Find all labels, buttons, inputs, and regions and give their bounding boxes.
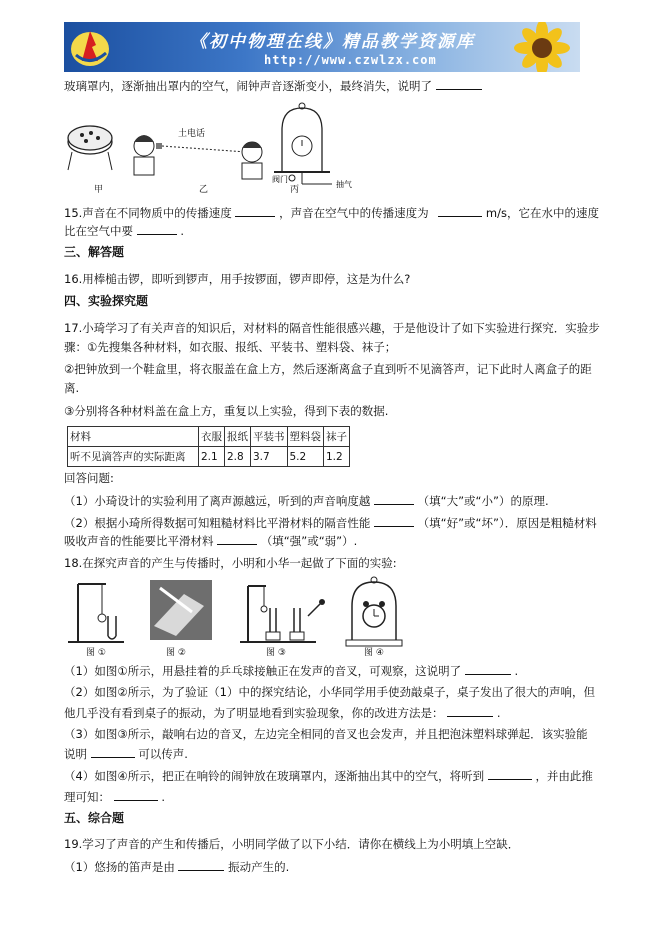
q17-blank-3[interactable] [217, 532, 257, 545]
bell-jar-icon [274, 103, 332, 184]
q16-text: 16.用棒槌击锣，即听到锣声，用手按锣面，锣声即停，这是为什么? [64, 272, 411, 286]
q17-blank-2[interactable] [374, 514, 414, 527]
table-cell: 2.8 [225, 447, 251, 467]
q14-figure [64, 100, 384, 194]
table-cell: 1.2 [324, 447, 350, 467]
section-3-heading: 三、解答题 [64, 245, 125, 259]
q17-blank-1[interactable] [374, 492, 414, 505]
table-cell: 2.1 [199, 447, 225, 467]
q19-intro: 19.学习了声音的产生和传播后，小明同学做了以下小结．请你在横线上为小明填上空缺． [64, 837, 520, 851]
q18-figures [64, 576, 404, 656]
banner-url[interactable]: http://www.czwlzx.com [264, 53, 437, 67]
table-cell: 平装书 [251, 427, 288, 447]
table-row [68, 447, 350, 467]
q19-sub-1: （1）悠扬的笛声是由 振动产生的. [64, 860, 290, 874]
fig-caption-2: 图 ② [166, 648, 186, 658]
q15-line-1: 15.声音在不同物质中的传播速度 ，声音在空气中的传播速度为 m/s，它在水中的速度 [64, 206, 599, 220]
fig-caption-b: 乙 [199, 185, 209, 195]
table-cell: 衣服 [199, 427, 225, 447]
q15-line-2: 比在空气中要 . [64, 224, 184, 238]
fig2-photo-icon [150, 580, 212, 640]
q18-blank-2[interactable] [447, 704, 493, 717]
q15-blank-3[interactable] [137, 222, 177, 235]
drum-icon [68, 126, 112, 170]
header-banner [64, 22, 580, 72]
q18-sub-1: （1）如图①所示，用悬挂着的乒乓球接触正在发声的音叉，可观察，这说明了 . [64, 664, 519, 678]
q15-blank-2[interactable] [438, 204, 482, 217]
q15-blank-1[interactable] [235, 204, 275, 217]
table-header-row [68, 427, 350, 447]
banner-title: 《初中物理在线》精品教学资源库 [190, 32, 475, 52]
fig4-bell-jar-icon [346, 577, 402, 646]
fig-caption-1: 图 ① [86, 648, 106, 658]
q17-answer-label: 回答问题: [64, 471, 114, 485]
q18-sub-4: （4）如图④所示，把正在响铃的闹钟放在玻璃罩内，逐渐抽出其中的空气，将听到 ，并由此推 [64, 769, 593, 783]
string-phone-icon [134, 135, 262, 179]
q17-sub-1: （1）小琦设计的实验利用了离声源越远，听到的声音响度越 （填“大”或“小”）的原理. [64, 494, 549, 508]
q18-blank-3[interactable] [91, 745, 135, 758]
table-cell: 5.2 [287, 447, 324, 467]
q17-intro-1: 17.小琦学习了有关声音的知识后，对材料的隔音性能很感兴趣，于是他设计了如下实验进行探究．实验步 [64, 321, 600, 335]
q14-tail-line [64, 77, 482, 94]
sunflower-icon [510, 22, 574, 72]
site-logo [68, 25, 112, 69]
table-cell: 袜子 [324, 427, 350, 447]
q18-sub-2-cont: 他几乎没有看到桌子的振动，为了明显地看到实验现象，你的改进方法是： . [64, 706, 501, 720]
q18-sub-3-cont: 说明 可以传声. [64, 747, 188, 761]
section-5-heading: 五、综合题 [64, 811, 125, 825]
label-valve: 阀门 [272, 175, 288, 184]
q17-table [67, 426, 350, 467]
fig-caption-4: 图 ④ [364, 648, 384, 658]
q18-blank-1[interactable] [465, 662, 511, 675]
q17-step-2a: ②把钟放到一个鞋盒里，将衣服盖在盒上方，然后逐渐离盒子直到听不见滴答声，记下此时人离盒子的距 [64, 362, 592, 376]
q17-sub-2: （2）根据小琦所得数据可知粗糙材料比平滑材料的隔音性能 （填“好”或“坏”）．原因是粗糙材料 [64, 516, 597, 530]
q18-blank-4[interactable] [488, 767, 532, 780]
fig-caption-a: 甲 [94, 185, 104, 195]
table-cell: 听不见滴答声的实际距离 [68, 447, 199, 467]
table-cell: 3.7 [251, 447, 288, 467]
section-4-heading: 四、实验探究题 [64, 294, 149, 308]
q19-blank-1[interactable] [178, 858, 224, 871]
q18-sub-4-cont: 理可知： . [64, 790, 165, 804]
table-cell: 报纸 [225, 427, 251, 447]
table-cell: 塑料袋 [287, 427, 324, 447]
q17-step-2b: 离. [64, 381, 80, 395]
fig-caption-3: 图 ③ [266, 648, 286, 658]
q18-intro: 18.在探究声音的产生与传播时，小明和小华一起做了下面的实验: [64, 556, 397, 570]
q14-answer-blank[interactable] [436, 77, 482, 90]
table-cell: 材料 [68, 427, 199, 447]
label-phone: 土电话 [178, 129, 206, 139]
fig1-stand-icon [68, 584, 124, 642]
q17-intro-2: 骤：①先搜集各种材料，如衣服、报纸、平装书、塑料袋、袜子； [64, 340, 397, 354]
label-pump: 抽气 [336, 180, 352, 189]
q18-blank-5[interactable] [114, 788, 158, 801]
q18-sub-3: （3）如图③所示，敲响右边的音叉，左边完全相同的音叉也会发声，并且把泡沫塑料球弹起．该实验能 [64, 727, 588, 741]
fig3-tuning-forks-icon [240, 586, 325, 642]
q17-sub-2-cont: 吸收声音的性能要比平滑材料 （填“强”或“弱”）. [64, 534, 358, 548]
q14-tail-text: 玻璃罩内，逐渐抽出罩内的空气，闹钟声音逐渐变小，最终消失，说明了 [64, 79, 432, 93]
q18-sub-2: （2）如图②所示，为了验证（1）中的探究结论，小华同学用手使劲敲桌子，桌子发出了很大的声响，但 [64, 685, 595, 699]
q17-step-3: ③分别将各种材料盖在盒上方，重复以上实验，得到下表的数据. [64, 404, 389, 418]
fig-caption-c: 丙 [290, 185, 300, 195]
